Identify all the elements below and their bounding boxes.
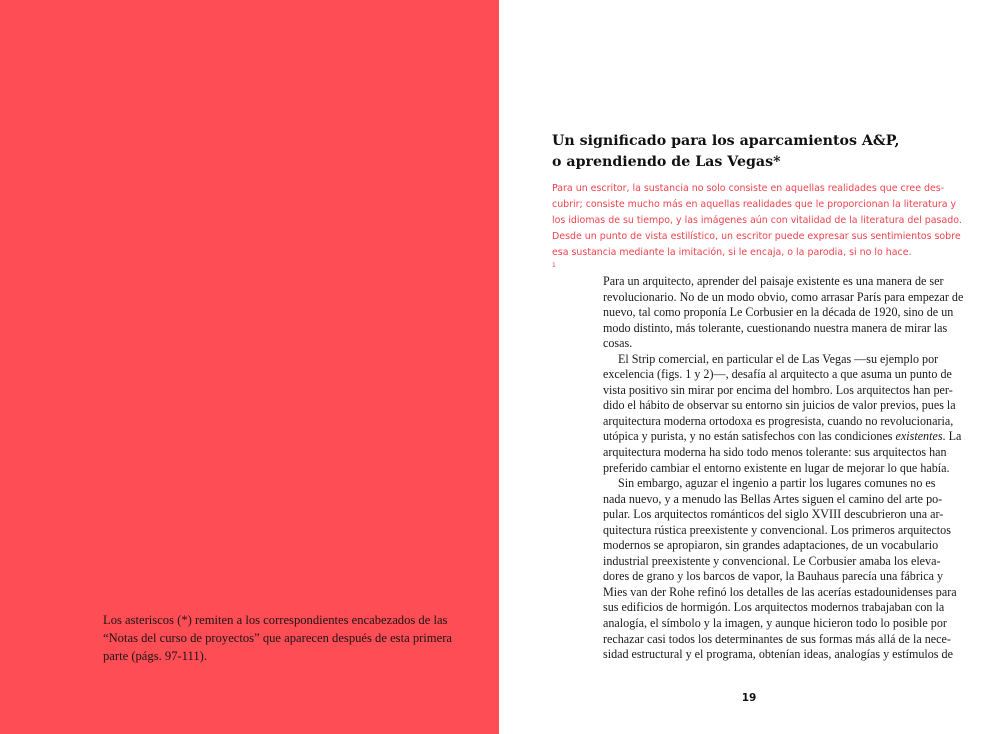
chapter-title-line: o aprendiendo de Las Vegas*: [552, 154, 781, 170]
epigraph-line: [552, 245, 952, 277]
page-number: 19: [741, 692, 757, 704]
epigraph-line: cubrir; consiste mucho más en aquellas realidades que le proporcionan la literatura y: [552, 199, 957, 210]
epigraph-quote: [552, 181, 962, 277]
body-line: dido el hábito de observar su entorno sin juicios de valor previos, pues la: [603, 398, 956, 413]
footnote-line: Los asteriscos (*) remiten a los correspondientes encabezados de las: [103, 613, 448, 627]
epigraph-line: los idiomas de su tiempo, y las imágenes aún con vitalidad de la literatura del pasado.: [552, 215, 962, 226]
epigraph-line: Para un escritor, la sustancia no solo consiste en aquellas realidades que cree des-: [552, 183, 945, 194]
body-line: nada nuevo, y a menudo las Bellas Artes siguen el camino del arte po-: [603, 491, 943, 506]
body-line: modo distinto, más tolerante, cuestionando nuestra manera de mirar las: [603, 320, 948, 335]
body-text: [603, 274, 964, 663]
body-line: utópica y purista, y no están satisfechos con las condiciones existentes. La: [603, 429, 962, 444]
body-line: preferido cambiar el entorno existente en lugar de mejorar lo que había.: [603, 460, 950, 475]
body-line: sus edificios de hormigón. Los arquitectos modernos trabajaban con la: [603, 600, 945, 615]
body-line: rechazar casi todos los determinantes de sus formas más allá de la nece-: [603, 631, 951, 646]
body-line: dores de grano y los barcos de vapor, la Bauhaus parecía una fábrica y: [603, 569, 944, 584]
asterisk-footnote: [103, 611, 452, 665]
epigraph-line: Desde un punto de vista estilístico, un escritor puede expresar sus sentimientos sobre: [552, 231, 961, 242]
left-page: [0, 0, 499, 734]
body-line: cosas.: [603, 336, 633, 351]
body-line: arquitectura moderna ha sido todo menos tolerante: sus arquitectos han: [603, 445, 947, 460]
body-line: modernos se apropiaron, sin grandes adaptaciones, de un vocabulario: [603, 538, 939, 553]
chapter-title: [552, 131, 900, 173]
body-line: analogía, el símbolo y la imagen, y aunque hicieron todo lo posible por: [603, 616, 947, 631]
body-line: arquitectura moderna ortodoxa es progresista, cuando no revolucionaria,: [603, 413, 954, 428]
body-line: Mies van der Rohe refinó los detalles de las acerías estadounidenses para: [603, 584, 957, 599]
footnote-line: “Notas del curso de proyectos” que aparecen después de esta primera: [103, 631, 452, 645]
footnote-marker[interactable]: 1: [552, 262, 556, 269]
body-line: Sin embargo, aguzar el ingenio a partir los lugares comunes no es: [618, 476, 936, 491]
body-line: nuevo, tal como proponía Le Corbusier en la década de 1920, sino de un: [603, 305, 954, 320]
body-line: revolucionario. No de un modo obvio, como arrasar París para empezar de: [603, 289, 964, 304]
body-line: Para un arquitecto, aprender del paisaje existente es una manera de ser: [603, 274, 944, 288]
body-line: pular. Los arquitectos románticos del siglo XVIII descubrieron una ar-: [603, 507, 944, 522]
epigraph-line-text: esa sustancia mediante la imitación, si le encaja, o la parodia, si no lo hace.: [552, 247, 912, 258]
body-line: industrial preexistente y convencional. Le Corbusier amaba los eleva-: [603, 553, 941, 568]
chapter-title-line: Un significado para los aparcamientos A&P,: [552, 133, 900, 149]
body-line: quitectura rústica preexistente y convencional. Los primeros arquitectos: [603, 522, 951, 537]
body-line: excelencia (figs. 1 y 2)—, desafía al arquitecto a que asuma un punto de: [603, 367, 952, 382]
body-line: vista positivo sin mirar por encima del hombro. Los arquitectos han per-: [603, 382, 953, 397]
body-line: sidad estructural y el programa, obtenían ideas, analogías y estímulos de: [603, 647, 953, 662]
body-line: El Strip comercial, en particular el de Las Vegas —su ejemplo por: [618, 351, 939, 366]
footnote-line: parte (págs. 97-111).: [103, 649, 207, 663]
